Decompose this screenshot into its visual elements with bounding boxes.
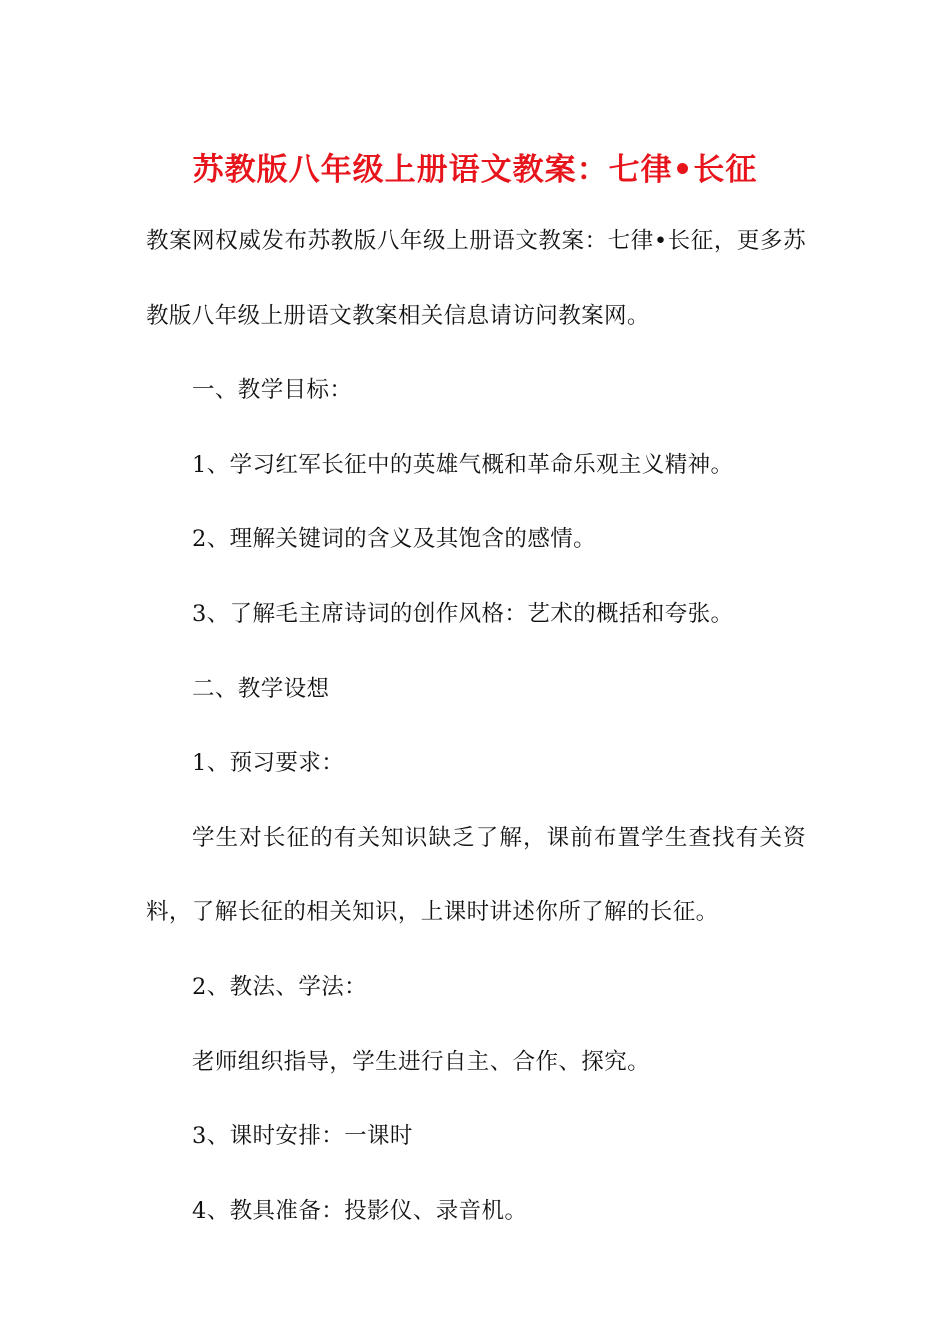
plan-item-preview: 1、预习要求：	[192, 750, 345, 777]
goal-item-2: 2、理解关键词的含义及其饱含的感情。	[192, 526, 597, 553]
intro-paragraph: 教案网权威发布苏教版八年级上册语文教案：七律•长征，更多苏教版八年级上册语文教案相关信息请访问教案网。	[146, 228, 806, 329]
preview-paragraph: 学生对长征的有关知识缺乏了解，课前布置学生查找有关资料，了解长征的相关知识，上课时讲述你所了解的长征。	[146, 824, 806, 926]
goal-item-1: 1、学习红军长征中的英雄气概和革命乐观主义精神。	[192, 451, 734, 478]
goal-item-3: 3、了解毛主席诗词的创作风格：艺术的概括和夸张。	[192, 600, 734, 627]
document-title: 苏教版八年级上册语文教案：七律•长征	[192, 152, 758, 188]
section-heading-goals: 一、教学目标：	[192, 377, 353, 404]
plan-item-schedule: 3、课时安排：一课时	[192, 1123, 413, 1150]
methods-paragraph: 老师组织指导，学生进行自主、合作、探究。	[192, 1048, 651, 1075]
plan-item-tools: 4、教具准备：投影仪、录音机。	[192, 1197, 528, 1224]
section-heading-plan: 二、教学设想	[192, 675, 330, 702]
document-body	[146, 204, 806, 1248]
plan-item-methods: 2、教法、学法：	[192, 973, 368, 1000]
